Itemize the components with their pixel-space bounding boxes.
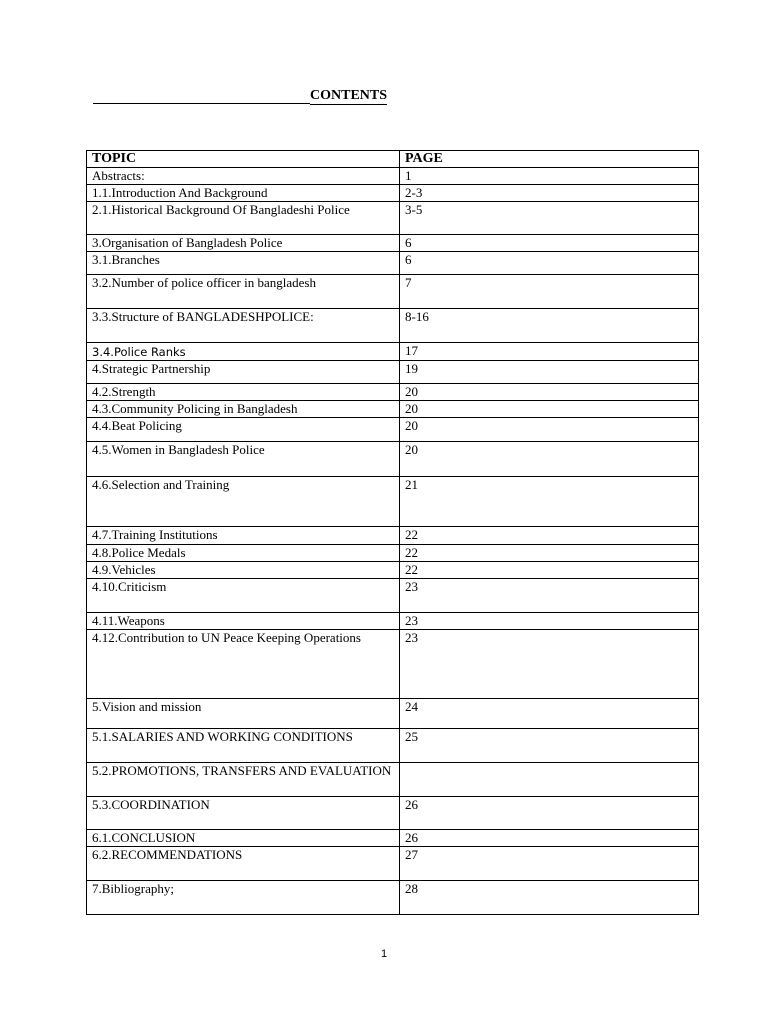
row-page: 28: [400, 881, 699, 915]
row-topic: 4.5.Women in Bangladesh Police: [87, 442, 400, 477]
row-topic: 4.6.Selection and Training: [87, 477, 400, 527]
row-topic: 3.Organisation of Bangladesh Police: [87, 235, 400, 252]
row-page: 20: [400, 401, 699, 418]
table-row: [87, 630, 699, 699]
table-row: [87, 401, 699, 418]
row-page: 27: [400, 847, 699, 881]
row-topic: 6.2.RECOMMENDATIONS: [87, 847, 400, 881]
table-row: [87, 527, 699, 545]
row-page: [400, 763, 699, 797]
table-row: [87, 343, 699, 361]
row-page: 20: [400, 418, 699, 442]
row-topic: 4.9.Vehicles: [87, 562, 400, 579]
row-page: 20: [400, 384, 699, 401]
table-header-row: [87, 151, 699, 168]
table-row: [87, 168, 699, 185]
contents-table: [86, 150, 699, 915]
row-page: 19: [400, 361, 699, 384]
header-topic: TOPIC: [87, 151, 400, 168]
row-topic: 7.Bibliography;: [87, 881, 400, 915]
table-row: [87, 699, 699, 729]
row-page: 20: [400, 442, 699, 477]
row-page: 6: [400, 252, 699, 275]
table-row: [87, 418, 699, 442]
row-topic: 4.Strategic Partnership: [87, 361, 400, 384]
row-topic: 4.7.Training Institutions: [87, 527, 400, 545]
table-row: [87, 797, 699, 830]
row-topic: 4.2.Strength: [87, 384, 400, 401]
row-page: 22: [400, 562, 699, 579]
table-row: [87, 235, 699, 252]
row-page: 7: [400, 275, 699, 309]
row-page: 23: [400, 630, 699, 699]
row-page: 3-5: [400, 202, 699, 235]
row-topic: 5.3.COORDINATION: [87, 797, 400, 830]
row-topic: 3.3.Structure of BANGLADESHPOLICE:: [87, 309, 400, 343]
row-topic: 4.11.Weapons: [87, 613, 400, 630]
table-row: [87, 613, 699, 630]
row-page: 25: [400, 729, 699, 763]
row-page: 8-16: [400, 309, 699, 343]
row-topic: 4.4.Beat Policing: [87, 418, 400, 442]
table-row: [87, 384, 699, 401]
row-topic: 4.8.Police Medals: [87, 545, 400, 562]
row-page: 22: [400, 545, 699, 562]
row-page: 6: [400, 235, 699, 252]
row-page: 2-3: [400, 185, 699, 202]
table-row: [87, 185, 699, 202]
table-row: [87, 309, 699, 343]
table-row: [87, 361, 699, 384]
row-topic: Abstracts:: [87, 168, 400, 185]
row-topic: 5.1.SALARIES AND WORKING CONDITIONS: [87, 729, 400, 763]
table-row: [87, 477, 699, 527]
table-row: [87, 562, 699, 579]
table-row: [87, 763, 699, 797]
row-page: 17: [400, 343, 699, 361]
row-page: 21: [400, 477, 699, 527]
page-title: CONTENTS: [310, 88, 388, 103]
row-topic: 3.2.Number of police officer in bangladesh: [87, 275, 400, 309]
table-row: [87, 830, 699, 847]
table-row: [87, 847, 699, 881]
row-page: 23: [400, 613, 699, 630]
row-topic: 6.1.CONCLUSION: [87, 830, 400, 847]
header-page: PAGE: [400, 151, 699, 168]
row-topic: 3.4.Police Ranks: [87, 343, 400, 361]
table-row: [87, 252, 699, 275]
row-page: 26: [400, 830, 699, 847]
table-row: [87, 275, 699, 309]
row-topic: 5.Vision and mission: [87, 699, 400, 729]
row-page: 24: [400, 699, 699, 729]
table-row: [87, 579, 699, 613]
table-row: [87, 202, 699, 235]
title-underline: [93, 103, 310, 104]
row-topic: 4.10.Criticism: [87, 579, 400, 613]
table-row: [87, 442, 699, 477]
row-topic: 4.3.Community Policing in Bangladesh: [87, 401, 400, 418]
table-row: [87, 881, 699, 915]
row-page: 22: [400, 527, 699, 545]
row-topic: 2.1.Historical Background Of Bangladeshi Police: [87, 202, 400, 235]
row-topic: 1.1.Introduction And Background: [87, 185, 400, 202]
table-row: [87, 545, 699, 562]
page-number: 1: [380, 948, 388, 960]
row-page: 26: [400, 797, 699, 830]
row-topic: 5.2.PROMOTIONS, TRANSFERS AND EVALUATION: [87, 763, 400, 797]
row-topic: 3.1.Branches: [87, 252, 400, 275]
table-row: [87, 729, 699, 763]
row-topic: 4.12.Contribution to UN Peace Keeping Operations: [87, 630, 400, 699]
row-page: 23: [400, 579, 699, 613]
row-page: 1: [400, 168, 699, 185]
